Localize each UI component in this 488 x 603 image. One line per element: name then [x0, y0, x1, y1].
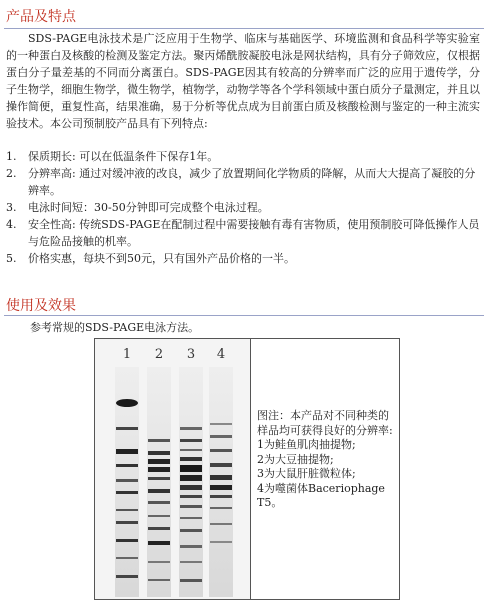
section-divider: [4, 315, 484, 316]
gel-lane-4: [209, 367, 233, 597]
section-title-features: 产品及特点: [6, 9, 76, 25]
feature-text: 价格实惠，每块不到50元，只有国外产品价格的一半。: [28, 252, 295, 265]
feature-number: 2.: [6, 167, 17, 180]
feature-list: [6, 148, 482, 267]
lane-label: 4: [216, 347, 226, 362]
lane-label: 2: [154, 347, 164, 362]
caption-line: 2为大豆抽提物;: [257, 452, 334, 466]
lane-label: 1: [122, 347, 132, 362]
figure-caption: [257, 409, 397, 511]
caption-line: 1为鲑鱼肌肉抽提物;: [257, 438, 356, 451]
feature-text: 电泳时间短：30-50分钟即可完成整个电泳过程。: [28, 201, 269, 214]
feature-text: 保质期长: 可以在低温条件下保存1年。: [28, 150, 219, 163]
method-reference: 参考常规的SDS-PAGE电泳方法。: [30, 321, 200, 334]
caption-line: 3为大鼠肝脏微粒体;: [257, 467, 356, 480]
gel-lane-3: [179, 367, 203, 597]
list-item: [6, 250, 482, 267]
caption-line: 4为噬菌体Baceriophage T5。: [257, 481, 385, 509]
gel-lane-1: [115, 367, 139, 597]
gel-image: [95, 339, 250, 599]
figure-divider: [250, 339, 251, 599]
lane-label: 3: [186, 347, 196, 362]
intro-paragraph: SDS-PAGE电泳技术是广泛应用于生物学、临床与基础医学、环境监测和食品科学等实验室的一种蛋白及核酸的检测及鉴定方法。聚丙烯酰胺凝胶电泳是网状结构，具有分子筛效应，仅根据蛋白分子量差基的不同而分离蛋白。SDS-PAGE因其有较高的分辨率而广泛的应用于遗传学，分子生物学，细胞生物学，微生物学，植物学，动物学等各个学科领域中蛋白质分子量测定，并且以操作简便，重复性高，结果准确，易于分析等优点成为目前蛋白质及核酸检测与鉴定的一种主流实验技术。本公司预制胶产品具有下列特点:: [6, 32, 480, 130]
feature-text: 安全性高: 传统SDS-PAGE在配制过程中需要接触有毒有害物质，使用预制胶可降低操作人员与危险品接触的机率。: [28, 218, 480, 248]
feature-text: 分辨率高: 通过对缓冲液的改良，减少了放置期间化学物质的降解，从而大大提高了凝胶的分辨率。: [28, 167, 476, 197]
section-title-usage: 使用及效果: [6, 298, 76, 314]
gel-figure: [94, 338, 400, 600]
feature-number: 4.: [6, 218, 17, 231]
list-item: [6, 165, 482, 199]
list-item: [6, 216, 482, 250]
list-item: [6, 199, 482, 216]
gel-lane-2: [147, 367, 171, 597]
list-item: [6, 148, 482, 165]
feature-number: 5.: [6, 252, 17, 265]
feature-number: 3.: [6, 201, 17, 214]
section-divider: [4, 28, 484, 29]
caption-line: 图注：本产品对不同种类的样品均可获得良好的分辨率:: [257, 409, 393, 437]
feature-number: 1.: [6, 150, 17, 163]
